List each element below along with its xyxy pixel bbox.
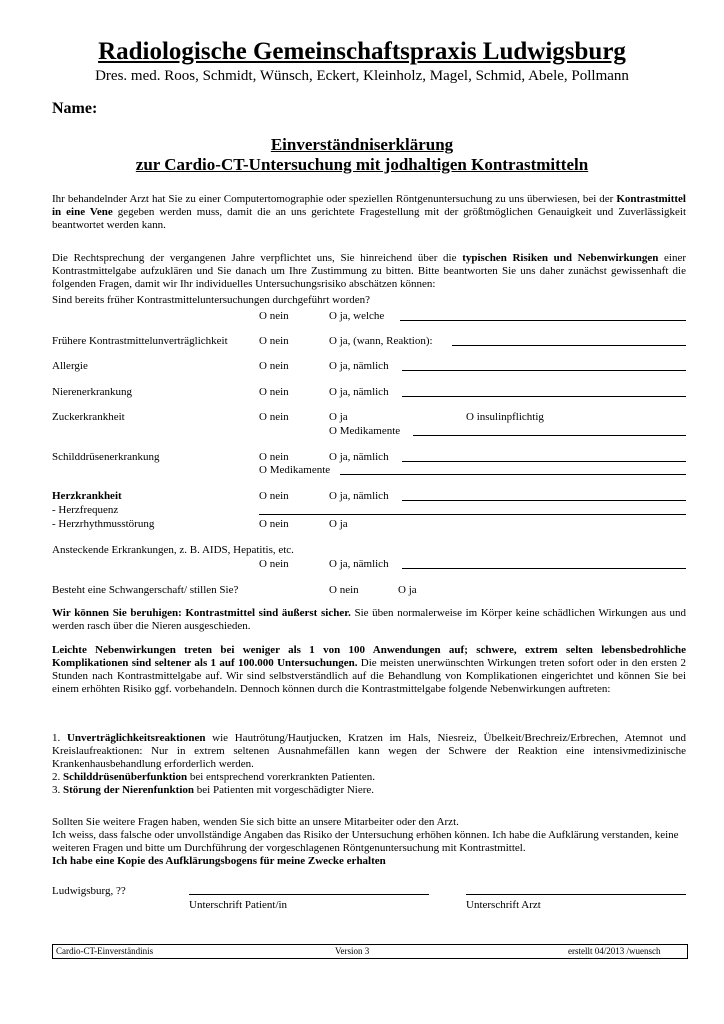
doctors-list: Dres. med. Roos, Schmidt, Wünsch, Eckert, Kleinholz, Magel, Schmid, Abele, Pollmann [95,68,629,84]
list-text: bei Patienten mit vorgeschädigter Niere. [194,784,375,796]
question-allergy: Allergie [52,360,88,372]
form-subtitle: zur Cardio-CT-Untersuchung mit jodhaltigen Kontrastmitteln [135,155,589,174]
intro-text: gegeben werden muss, damit die an uns gerichtete Fragestellung mit der größtmöglichen Genauigkeit und Zuverlässigkeit beantwortet werden kann. [52,206,687,231]
list-item [52,732,686,771]
closing-paragraph [52,816,686,868]
question-diabetes: Zuckerkrankheit [52,411,125,423]
option-no[interactable]: O nein [259,558,289,570]
intro-text: Die Rechtsprechung der vergangenen Jahre verpflichtet uns, Sie hinreichend über die [52,252,463,264]
form-title: Einverständniserklärung [270,135,454,154]
option-yes[interactable]: O ja [329,518,348,530]
question-thyroid: Schilddrüsenerkrankung [52,451,160,463]
footer-box [52,944,688,959]
option-yes-namely[interactable]: O ja, nämlich [329,360,389,372]
list-bold: Störung der Nierenfunktion [63,784,195,796]
list-bold: Schilddrüsenüberfunktion [63,771,188,783]
list-text: wie Hautrötung/Hautjucken, Kratzen im Hals, Niesreiz, Übelkeit/Brechreiz/Erbrechen, Atemnot und Kreislaufreaktionen: Nur in extrem seltenen Ausnahmefällen kann wegen der Schwere der Reaktion eine intensivmedizinische Krankenhausbehandlung erforderlich werden. [52,732,687,770]
option-yes-namely[interactable]: O ja, nämlich [329,558,389,570]
option-no[interactable]: O nein [259,490,289,502]
side-effects-list [52,732,686,797]
list-item [52,784,686,797]
closing-copy: Ich habe eine Kopie des Aufklärungsbogens für meine Zwecke erhalten [52,855,386,867]
answer-line[interactable] [402,568,686,569]
answer-line[interactable] [400,320,686,321]
place-date: Ludwigsburg, ?? [52,885,126,897]
option-no[interactable]: O nein [259,310,289,322]
answer-line[interactable] [402,500,686,501]
question-heart: Herzkrankheit [52,490,122,502]
safety-bold: Wir können Sie beruhigen: Kontrastmittel sind äußerst sicher. [52,607,351,619]
intro-paragraph-2 [52,252,686,291]
answer-line[interactable] [340,474,686,475]
intro-bold: typischen Risiken und Nebenwirkungen [462,252,659,264]
footer-document-name: Cardio-CT-Einverständinis [56,946,154,956]
question-heart-rate: - Herzfrequenz [52,504,119,516]
option-no[interactable]: O nein [329,584,359,596]
closing-consent: Ich weiss, dass falsche oder unvollständige Angaben das Risiko der Untersuchung erhöhen können. Ich habe die Aufklärung verstanden, keine weiteren Fragen und bitte um Durchführung der vorgeschlagenen Röntgenuntersuchung mit Kontrastmittel. [52,829,679,854]
list-number: 3. [52,784,63,796]
option-no[interactable]: O nein [259,411,289,423]
option-yes-when[interactable]: O ja, (wann, Reaktion): [329,335,433,347]
closing-questions: Sollten Sie weitere Fragen haben, wenden Sie sich bitte an unsere Mitarbeiter oder den Arzt. [52,816,459,828]
intro-paragraph-1 [52,193,686,232]
option-no[interactable]: O nein [259,386,289,398]
safety-text: Sie üben normalerweise im Körper keine schädlichen Wirkungen aus und werden rasch über die Nieren ausgeschieden. [52,607,687,632]
safety-paragraph [52,607,686,633]
footer-version: Version 3 [335,946,370,956]
option-yes-namely[interactable]: O ja, nämlich [329,386,389,398]
question-previous-ct: Sind bereits früher Kontrastmitteluntersuchungen durchgeführt worden? [52,294,370,306]
list-text: bei entsprechend vorerkrankten Patienten. [187,771,375,783]
option-insulin[interactable]: O insulinpflichtig [466,411,544,423]
answer-line[interactable] [402,370,686,371]
option-medication[interactable]: O Medikamente [329,425,401,437]
list-bold: Unverträglichkeitsreaktionen [66,732,206,744]
option-no[interactable]: O nein [259,451,289,463]
option-no[interactable]: O nein [259,360,289,372]
patient-signature-label: Unterschrift Patient/in [189,899,288,911]
doctor-signature-line[interactable] [466,894,686,895]
question-arrhythmia: - Herzrhythmusstörung [52,518,155,530]
option-yes[interactable]: O ja [329,411,348,423]
answer-line[interactable] [413,435,686,436]
option-yes[interactable]: O ja [398,584,417,596]
side-effects-text: Die meisten unerwünschten Wirkungen treten sofort oder in den ersten 2 Stunden nach Kontrastmittelgabe auf. Wir sind selbstverständlich auf die Behandlung von Komplikationen eingerichtet und können Sie bei einem erhöhten Risiko ggf. vorbehandeln. Dennoch können durch die Kontrastmittelgabe folgende Nebenwirkungen auftreten: [52,657,687,695]
heart-rate-line[interactable] [259,514,686,515]
practice-title: Radiologische Gemeinschaftspraxis Ludwigsburg [98,38,626,65]
side-effects-bold: Leichte Nebenwirkungen treten bei weniger als 1 von 100 Anwendungen auf; schwere, extrem selten lebensbedrohliche Komplikationen sind seltener als 1 auf 100.000 Untersuchungen. [52,644,686,669]
question-kidney: Nierenerkrankung [52,386,133,398]
patient-signature-line[interactable] [189,894,429,895]
question-pregnancy: Besteht eine Schwangerschaft/ stillen Sie? [52,584,239,596]
option-no[interactable]: O nein [259,335,289,347]
footer-created: erstellt 04/2013 /wuensch [568,946,661,956]
option-no[interactable]: O nein [259,518,289,530]
list-number: 1. [52,732,67,744]
doctor-signature-label: Unterschrift Arzt [466,899,541,911]
intro-bold: Kontrastmittel in eine Vene [52,193,686,218]
answer-line[interactable] [402,396,686,397]
option-yes-which[interactable]: O ja, welche [329,310,385,322]
answer-line[interactable] [452,345,686,346]
option-yes-namely[interactable]: O ja, nämlich [329,490,389,502]
list-number: 2. [52,771,63,783]
list-item [52,771,686,784]
name-label: Name: [52,100,98,117]
option-medication[interactable]: O Medikamente [259,464,331,476]
answer-line[interactable] [402,461,686,462]
intro-text: Ihr behandelnder Arzt hat Sie zu einer Computertomographie oder speziellen Röntgenuntersuchung zu uns überwiesen, bei der [52,193,617,205]
question-intolerance: Frühere Kontrastmittelunverträglichkeit [52,335,228,347]
option-yes-namely[interactable]: O ja, nämlich [329,451,389,463]
side-effects-paragraph [52,644,686,696]
question-infection: Ansteckende Erkrankungen, z. B. AIDS, Hepatitis, etc. [52,544,294,556]
intro-text: einer Kontrastmittelgabe aufzuklären und Sie danach um Ihre Zustimmung zu bitten. Bitte beantworten Sie uns daher zunächst gewissenhaft die folgenden Fragen, damit wir Ihr individuelles Untersuchungsrisiko abschätzen können: [52,252,687,290]
